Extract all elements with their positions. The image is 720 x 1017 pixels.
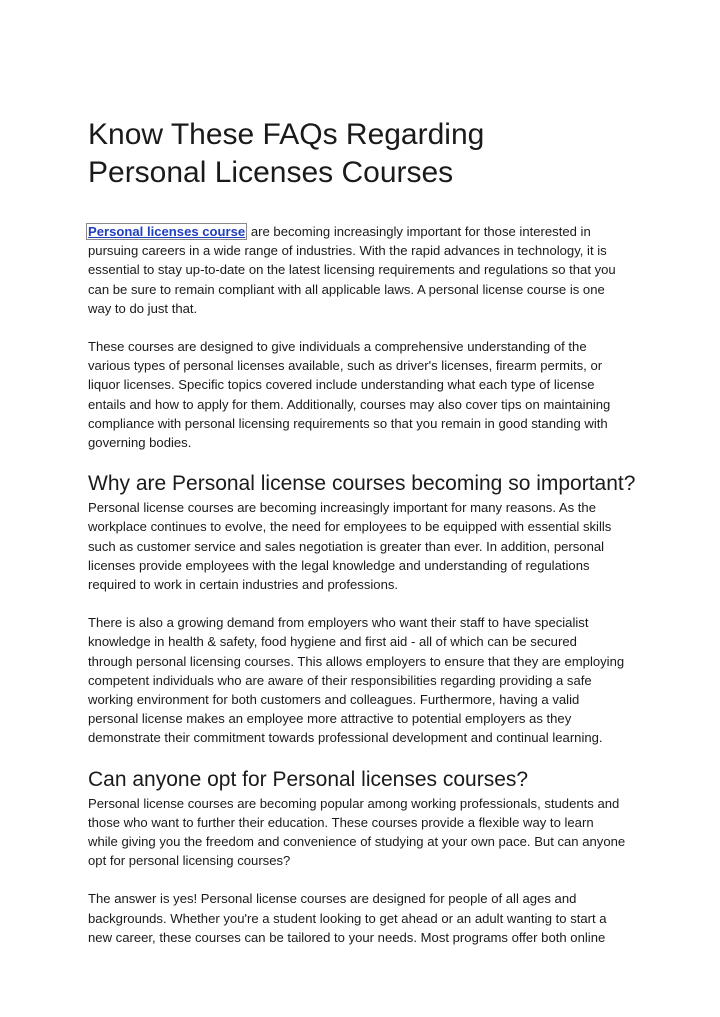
intro-line: essential to stay up-to-date on the latest licensing requirements and regulations so that you (88, 262, 616, 278)
intro-line-1-text: are becoming increasingly important for those interested in (247, 224, 591, 239)
paragraph-line: those who want to further their education. These courses provide a flexible way to learn (88, 814, 594, 830)
courses-description-paragraph (88, 337, 640, 452)
paragraph-line: demonstrate their commitment towards professional development and continual learning. (88, 730, 603, 746)
intro-line: pursuing careers in a wide range of industries. With the rapid advances in technology, it is (88, 243, 607, 259)
paragraph-line: such as customer service and sales negotiation is greater than ever. In addition, personal (88, 538, 605, 554)
paragraph-line: Personal license courses are becoming popular among working professionals, students and (88, 795, 620, 811)
intro-line: can be sure to remain compliant with all applicable laws. A personal license course is one (88, 281, 605, 297)
section-heading-why-important: Why are Personal license courses becoming so important? (88, 472, 636, 496)
page-title (88, 116, 640, 192)
paragraph-line: working environment for both customers and colleagues. Furthermore, having a valid (88, 692, 580, 708)
paragraph-line: workplace continues to evolve, the need for employees to be equipped with essential skills (88, 519, 612, 535)
page-title-line-2: Personal Licenses Courses (88, 156, 454, 189)
paragraph-line: opt for personal licensing courses? (88, 853, 291, 869)
paragraph-line: liquor licenses. Specific topics covered include understanding what each type of license (88, 377, 595, 393)
paragraph-line: through personal licensing courses. This allows employers to ensure that they are employing (88, 653, 625, 669)
paragraph-line: These courses are designed to give individuals a comprehensive understanding of the (88, 339, 587, 355)
paragraph-line: The answer is yes! Personal license courses are designed for people of all ages and (88, 891, 577, 907)
document-page (88, 116, 640, 966)
paragraph-line: licenses provide employees with the legal knowledge and understanding of regulations (88, 557, 590, 573)
paragraph-line: knowledge in health & safety, food hygiene and first aid - all of which can be secured (88, 634, 577, 650)
paragraph-line: required to work in certain industries and professions. (88, 577, 399, 593)
paragraph-line: There is also a growing demand from employers who want their staff to have specialist (88, 615, 589, 631)
intro-line: way to do just that. (88, 300, 198, 316)
can-anyone-paragraph-2 (88, 889, 640, 947)
why-important-paragraph-2 (88, 613, 640, 747)
paragraph-line: Personal license courses are becoming increasingly important for many reasons. As the (88, 500, 596, 516)
personal-licenses-course-link[interactable]: Personal licenses course (88, 224, 246, 239)
paragraph-line: compliance with personal licensing requirements so that you remain in good standing with (88, 415, 608, 431)
section-heading-can-anyone-opt: Can anyone opt for Personal licenses courses? (88, 767, 529, 791)
paragraph-line: entails and how to apply for them. Additionally, courses may also cover tips on maintaining (88, 396, 611, 412)
paragraph-line: governing bodies. (88, 435, 192, 451)
intro-line-1 (88, 222, 640, 241)
paragraph-line: backgrounds. Whether you're a student looking to get ahead or an adult wanting to start a (88, 910, 607, 926)
paragraph-line: personal license makes an employee more attractive to potential employers as they (88, 711, 572, 727)
page-title-line-1: Know These FAQs Regarding (88, 118, 485, 151)
paragraph-line: various types of personal licenses available, such as driver's licenses, firearm permits, or (88, 358, 603, 374)
can-anyone-paragraph-1 (88, 794, 640, 871)
paragraph-line: while giving you the freedom and convenience of studying at your own pace. But can anyone (88, 834, 626, 850)
paragraph-line: new career, these courses can be tailored to your needs. Most programs offer both online (88, 929, 606, 945)
why-important-paragraph-1 (88, 498, 640, 594)
paragraph-line: competent individuals who are aware of their responsibilities regarding providing a safe (88, 672, 592, 688)
intro-paragraph (88, 222, 640, 318)
